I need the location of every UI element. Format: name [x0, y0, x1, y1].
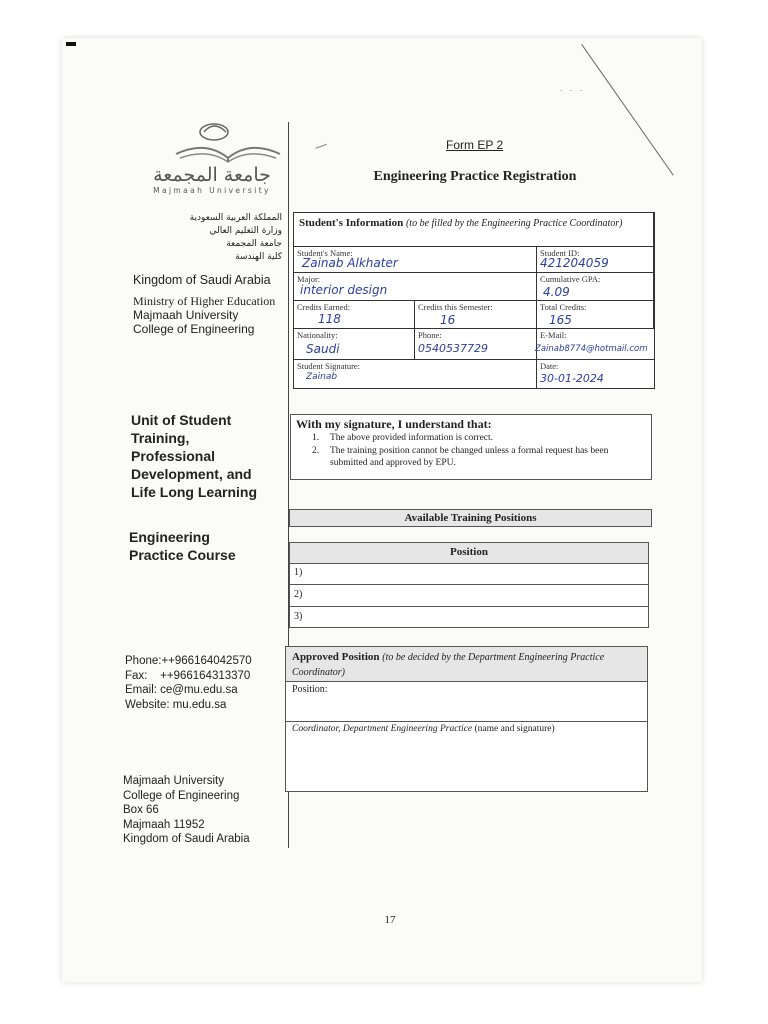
signature-cell: [294, 360, 537, 388]
major-label: Major:: [297, 274, 321, 284]
total-credits-value: 165: [549, 313, 572, 327]
form-code: Form EP 2: [446, 138, 504, 152]
available-positions-title: Available Training Positions: [404, 512, 537, 524]
arabic-line: كلية الهندسة: [235, 252, 282, 262]
address-line: Box 66: [123, 804, 159, 816]
address-line: Majmaah University: [123, 775, 224, 787]
ministry-label: Ministry of Higher Education: [133, 294, 276, 308]
university-name-arabic: جامعة المجمعة: [153, 164, 271, 186]
course-line: Engineering: [129, 529, 210, 545]
credits-earned-cell: [294, 301, 415, 329]
item-number: 1.: [312, 433, 320, 443]
email-value: Zainab8774@hotmail.com: [535, 344, 648, 354]
position-row-label: 2): [294, 589, 303, 600]
coordinator-label: [292, 724, 555, 734]
address-line: Kingdom of Saudi Arabia: [123, 833, 250, 845]
position-row[interactable]: [290, 563, 648, 585]
major-cell: [294, 273, 537, 301]
contact-block: [125, 654, 252, 712]
credits-earned-label: Credits Earned:: [297, 302, 351, 312]
coordinator-note: (name and signature): [472, 724, 555, 734]
positions-table: [289, 542, 649, 628]
unit-line: Life Long Learning: [131, 484, 257, 500]
approved-position-label: Position:: [292, 684, 328, 695]
available-positions-bar: [289, 509, 652, 527]
nationality-value: Saudi: [306, 342, 340, 356]
item-text: The training position cannot be changed unless a formal request has been submitted and approved by EPU.: [330, 446, 609, 468]
gpa-cell: [537, 273, 654, 301]
contact-email: Email: ce@mu.edu.sa: [125, 684, 238, 696]
acknowledgement-item: [312, 445, 642, 469]
approved-position-field[interactable]: [286, 681, 647, 722]
unit-line: Training,: [131, 430, 190, 446]
id-value: 421204059: [540, 256, 609, 270]
gpa-value: 4.09: [543, 285, 570, 299]
university-label: Majmaah University: [133, 308, 239, 322]
student-info-title: Student's Information: [299, 217, 404, 229]
position-row-label: 3): [294, 611, 303, 622]
major-value: interior design: [300, 283, 388, 297]
coordinator-signature-field[interactable]: [286, 721, 647, 791]
acknowledgement-heading: With my signature, I understand that:: [296, 417, 492, 431]
contact-phone: Phone:++966164042570: [125, 655, 252, 667]
email-label: E-Mail:: [540, 330, 567, 340]
id-cell: [537, 247, 654, 273]
signature-label: Student Signature:: [297, 361, 361, 371]
student-info-header: [294, 213, 654, 247]
approved-position-note: (to be decided by the Department Engineering Practice Coordinator): [292, 652, 605, 678]
positions-header: [290, 543, 648, 564]
kingdom-label: Kingdom of Saudi Arabia: [133, 273, 271, 287]
unit-line: Unit of Student: [131, 412, 232, 428]
course-line: Practice Course: [129, 547, 236, 563]
id-label: Student ID:: [540, 248, 580, 258]
contact-website: Website: mu.edu.sa: [125, 698, 227, 711]
university-name-latin: Majmaah University: [153, 186, 271, 195]
unit-line: Development, and: [131, 466, 252, 482]
item-number: 2.: [312, 446, 320, 456]
phone-label: Phone:: [418, 330, 442, 340]
approved-position-header: [286, 647, 647, 682]
credits-earned-value: 118: [318, 312, 341, 326]
name-cell: [294, 247, 537, 273]
arabic-address-block: [150, 212, 282, 264]
email-cell: [537, 329, 654, 360]
total-credits-cell: [537, 301, 654, 329]
scan-mark: [66, 42, 76, 46]
phone-value: 0540537729: [418, 342, 488, 355]
name-label: Student's Name:: [297, 248, 353, 258]
gpa-label: Cumulative GPA:: [540, 274, 601, 284]
address-line: Majmaah 11952: [123, 818, 205, 831]
approved-position-table: [285, 646, 648, 792]
acknowledgement-list: [312, 432, 642, 470]
date-label: Date:: [540, 361, 559, 371]
contact-fax: Fax: ++966164313370: [125, 669, 251, 682]
coordinator-title: Coordinator, Department Engineering Practice: [292, 724, 473, 734]
nationality-cell: [294, 329, 415, 360]
address-line: College of Engineering: [123, 789, 240, 802]
date-value: 30-01-2024: [540, 372, 604, 385]
position-column-header: Position: [450, 546, 488, 558]
position-row[interactable]: [290, 585, 648, 607]
approved-position-title: Approved Position: [292, 651, 380, 663]
course-title: [129, 528, 279, 564]
form-title: Engineering Practice Registration: [373, 169, 577, 184]
address-block: [123, 774, 250, 847]
arabic-line: وزارة التعليم العالي: [209, 226, 282, 236]
position-row[interactable]: [290, 607, 648, 628]
total-credits-label: Total Credits:: [540, 302, 587, 312]
credits-semester-label: Credits this Semester:: [418, 302, 493, 312]
item-text: The above provided information is correct.: [330, 433, 494, 443]
scan-dots: . . .: [560, 84, 585, 93]
credits-semester-cell: [415, 301, 537, 329]
unit-title: [131, 411, 281, 501]
position-row-label: 1): [294, 567, 303, 578]
phone-cell: [415, 329, 537, 360]
student-info-table: [293, 212, 655, 389]
acknowledgement-item: [312, 432, 642, 444]
signature-value: Zainab: [306, 372, 338, 382]
credits-semester-value: 16: [440, 313, 456, 327]
page-number: 17: [384, 914, 396, 926]
arabic-line: جامعة المجمعة: [226, 239, 282, 249]
date-cell: [537, 360, 654, 388]
college-label: College of Engineering: [133, 322, 255, 336]
unit-line: Professional: [131, 448, 216, 464]
arabic-line: المملكة العربية السعودية: [189, 213, 282, 223]
student-info-note: (to be filled by the Engineering Practice Coordinator): [405, 218, 623, 229]
nationality-label: Nationality:: [297, 330, 338, 340]
name-value: Zainab Alkhater: [302, 256, 398, 270]
